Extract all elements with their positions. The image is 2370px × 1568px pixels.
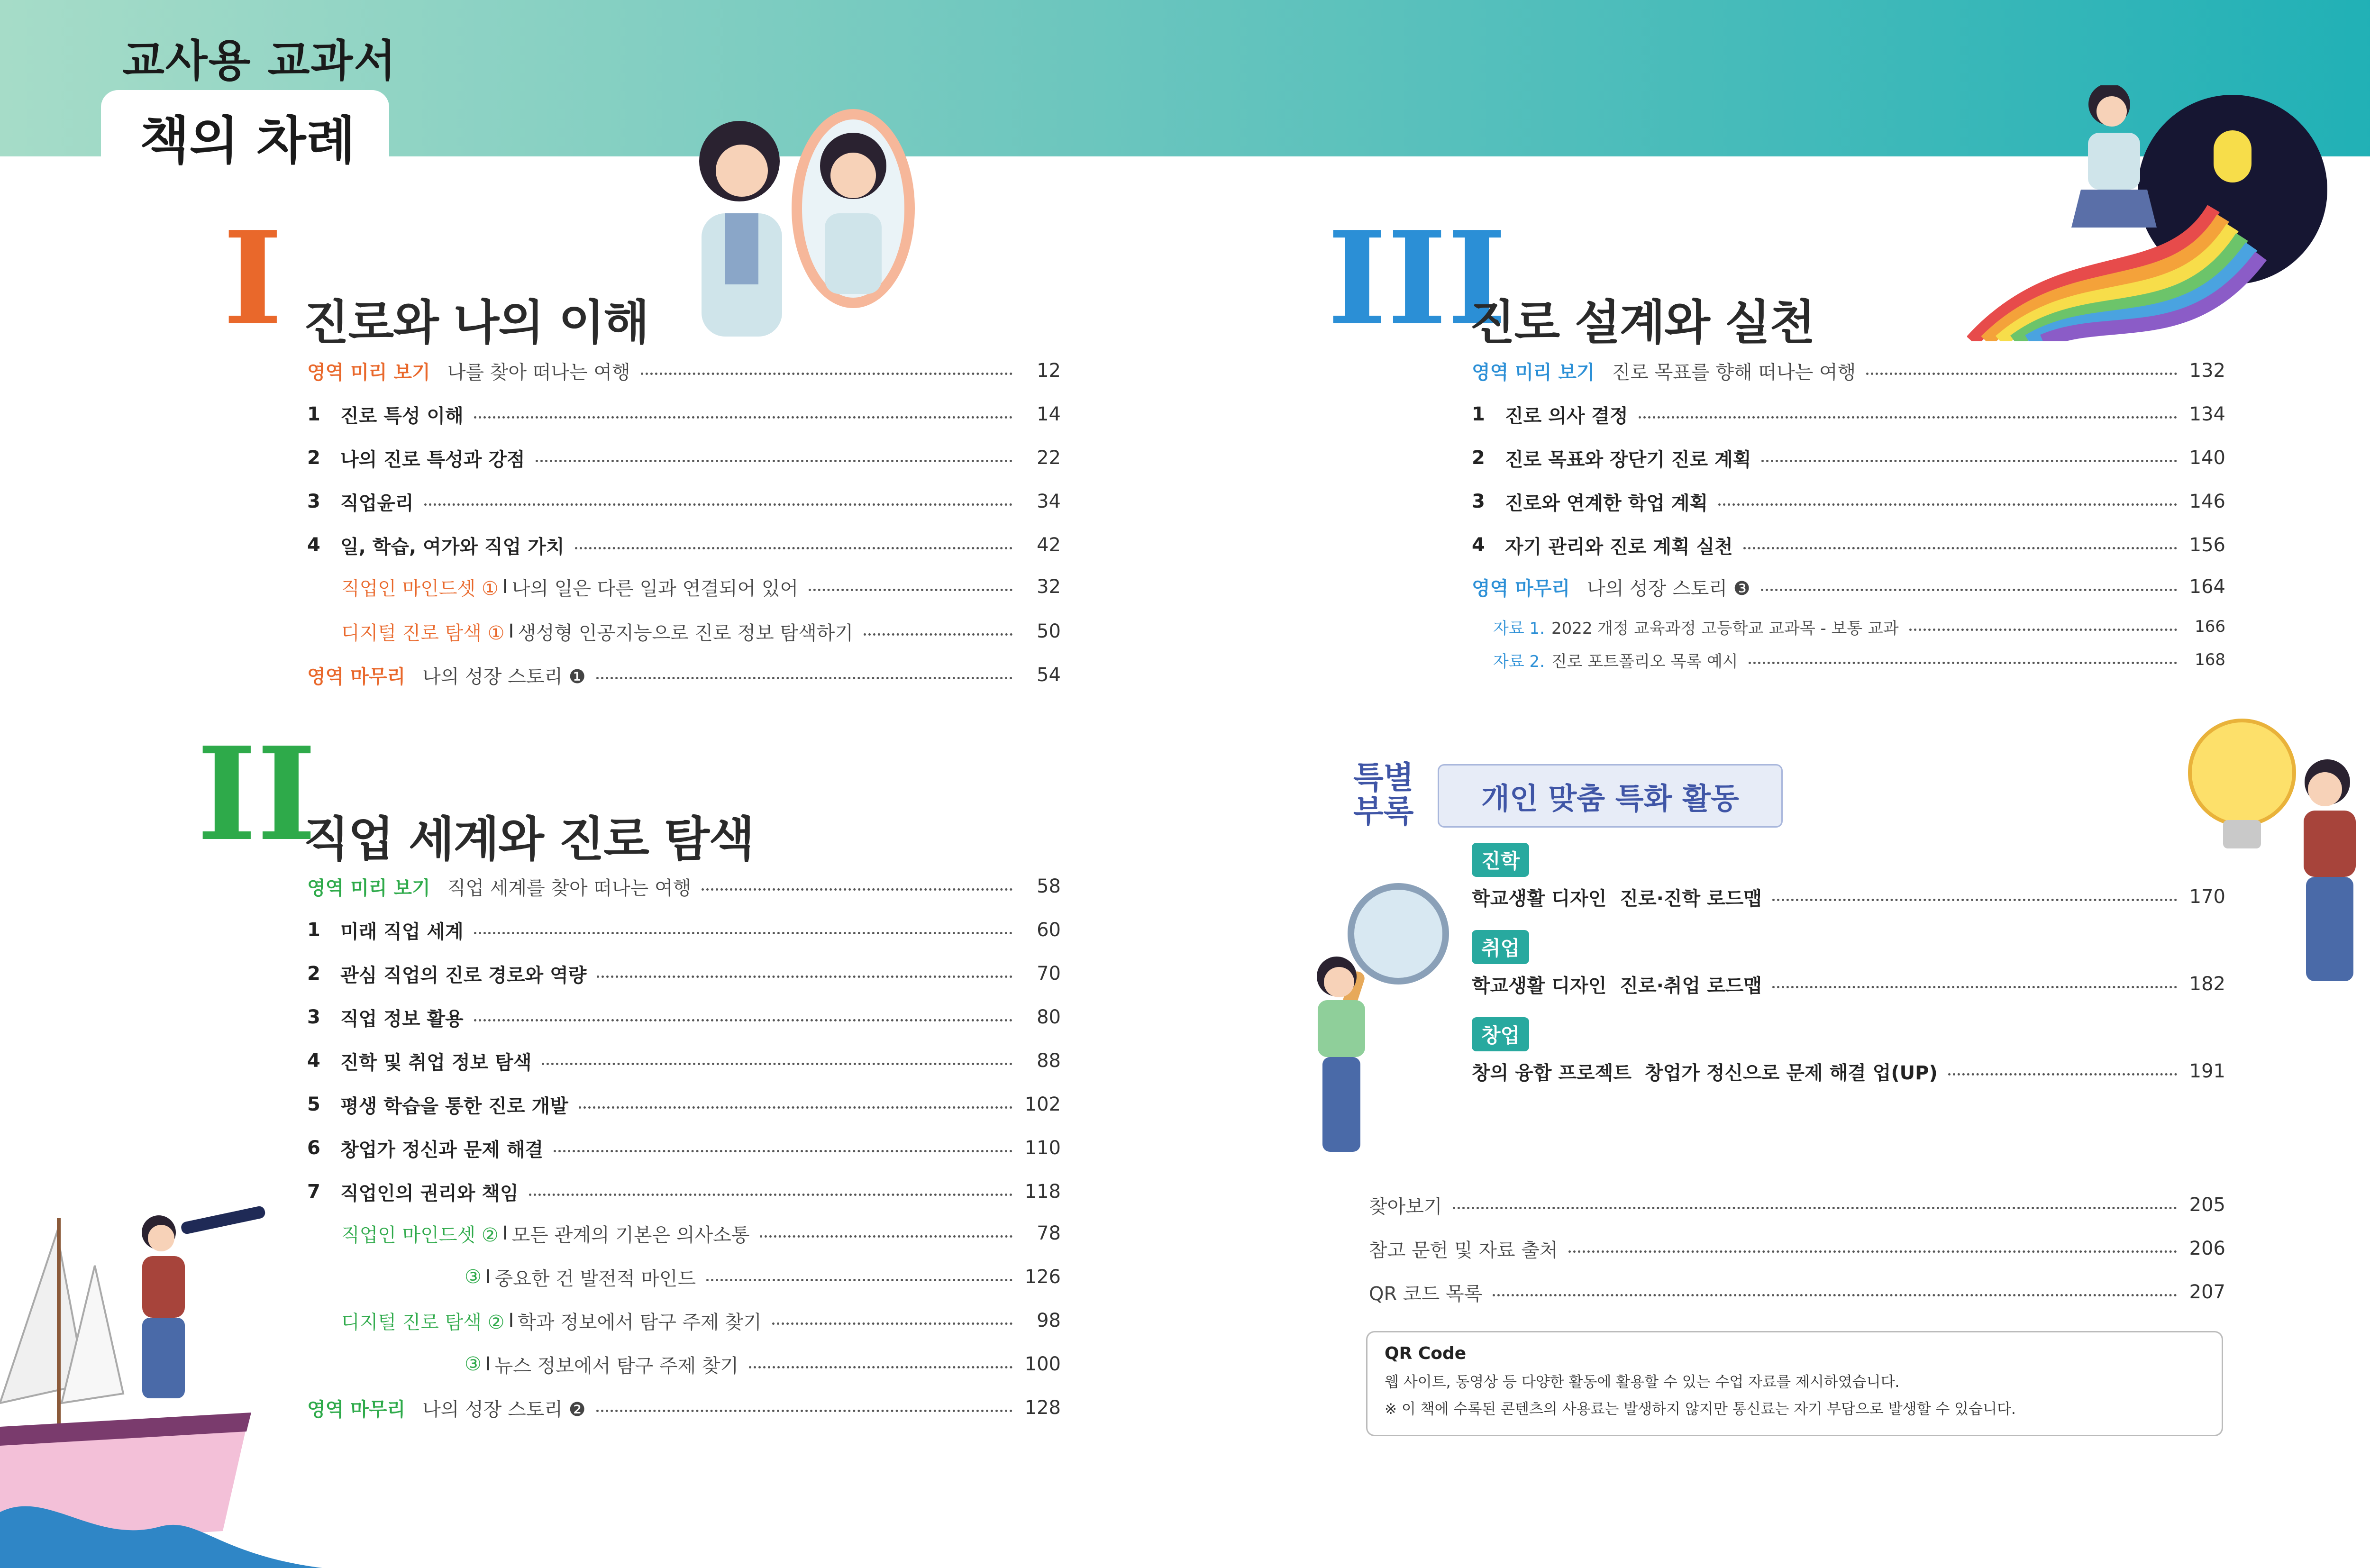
part2-numeral: II (197, 719, 317, 869)
item-number: 1 (307, 919, 320, 941)
part3-item-1[interactable] (1472, 395, 2225, 433)
part3-numeral: III (1327, 203, 1507, 354)
page-number: 100 (1024, 1353, 1061, 1375)
part2-preview-row[interactable] (307, 867, 1061, 905)
part2-mindset-row-2[interactable] (465, 1258, 1061, 1296)
page-number: 88 (1037, 1050, 1061, 1072)
item-number: 3 (307, 1006, 320, 1028)
preview-tag: 영역 미리 보기 (307, 361, 430, 383)
appendix-label: 참고 문헌 및 자료 출처 (1369, 1239, 1558, 1261)
digital-label: 생성형 인공지능으로 진로 정보 탐색하기 (518, 622, 854, 644)
leader-dots (1761, 589, 2177, 591)
page-number: 156 (2189, 534, 2225, 556)
closing-tag: 영역 마무리 (307, 1398, 406, 1421)
leader-dots (596, 1410, 1012, 1412)
entry-label: 학교생활 디자인 (1472, 975, 1607, 997)
item-number: 4 (1472, 534, 1485, 556)
page-number: 164 (2189, 576, 2225, 598)
special-appendix-label (1353, 761, 1414, 829)
part2-digital-row-1[interactable] (341, 1302, 1061, 1340)
badge-employment: 취업 (1472, 930, 1529, 964)
digital-tag: 디지털 진로 탐색 ① (341, 622, 505, 644)
page-number: 140 (2189, 447, 2225, 469)
item-number: 4 (307, 534, 320, 556)
part2-item-3[interactable] (307, 998, 1061, 1036)
badge-startup: 창업 (1472, 1017, 1529, 1051)
part3-item-4[interactable] (1472, 526, 2225, 564)
part1-digital-row[interactable] (341, 612, 1061, 650)
part3-closing-row[interactable] (1472, 568, 2225, 606)
separator: I (485, 1353, 491, 1375)
leader-dots (596, 677, 1012, 679)
page-number: 58 (1037, 875, 1061, 897)
item-label: 일, 학습, 여가와 직업 가치 (340, 536, 565, 558)
leader-dots (809, 589, 1012, 591)
part2-mindset-row-1[interactable] (341, 1214, 1061, 1252)
telescope-boy-illustration (0, 1204, 322, 1568)
page-number: 207 (2189, 1281, 2225, 1303)
part1-mindset-row[interactable] (341, 568, 1061, 606)
part1-numeral: I (223, 203, 283, 354)
item-label: 직업인의 권리와 책임 (340, 1182, 519, 1204)
item-label: 직업윤리 (340, 492, 414, 514)
page-number: 126 (1024, 1266, 1061, 1288)
page-number: 191 (2189, 1060, 2225, 1082)
item-label: 창업가 정신과 문제 해결 (340, 1139, 544, 1161)
item-label: 진로 목표와 장단기 진로 계획 (1505, 448, 1751, 471)
leader-dots (1866, 373, 2177, 375)
item-label: 진로 의사 결정 (1505, 405, 1628, 427)
mindset-tag: 직업인 마인드셋 ② (341, 1224, 499, 1246)
part2-item-7[interactable] (307, 1173, 1061, 1211)
separator: I (502, 576, 508, 598)
leader-dots (1639, 416, 2177, 419)
page-number: 118 (1024, 1181, 1061, 1203)
page-number: 32 (1037, 576, 1061, 598)
special-entry-3[interactable] (1472, 1052, 2225, 1090)
item-label: 자기 관리와 진로 계획 실천 (1505, 536, 1733, 558)
digital-tag: ③ (465, 1353, 482, 1375)
item-label: 진로와 연계한 학업 계획 (1505, 492, 1708, 514)
leader-dots (597, 975, 1012, 978)
page-number: 14 (1037, 403, 1061, 425)
entry-highlight: 창업가 정신으로 문제 해결 업(UP) (1644, 1062, 1938, 1084)
material-tag: 자료 1. (1493, 619, 1545, 638)
material-tag: 자료 2. (1493, 652, 1545, 671)
part1-item-3[interactable] (307, 483, 1061, 520)
page-number: 168 (2195, 650, 2225, 669)
leader-dots (702, 888, 1012, 891)
separator: I (485, 1266, 491, 1288)
page-number: 206 (2189, 1238, 2225, 1259)
special-label-line-2: 부록 (1353, 793, 1414, 830)
page-number: 170 (2189, 886, 2225, 908)
page-number: 12 (1037, 360, 1061, 382)
item-number: 3 (307, 491, 320, 512)
leader-dots (1749, 662, 2177, 664)
item-number: 2 (307, 447, 320, 469)
part1-closing-row[interactable] (307, 656, 1061, 694)
part3-material-row-1[interactable] (1493, 611, 2225, 642)
item-number: 3 (1472, 491, 1485, 512)
leader-dots (760, 1235, 1012, 1238)
preview-label: 직업 세계를 찾아 떠나는 여행 (447, 877, 692, 899)
page-number: 80 (1037, 1006, 1061, 1028)
page-number: 42 (1037, 534, 1061, 556)
leader-dots (474, 1019, 1012, 1021)
part2-closing-row[interactable] (307, 1389, 1061, 1427)
item-label: 관심 직업의 진로 경로와 역량 (340, 964, 587, 986)
item-label: 평생 학습을 통한 진로 개발 (340, 1095, 568, 1117)
item-number: 2 (1472, 447, 1485, 469)
preview-label: 진로 목표를 향해 떠나는 여행 (1612, 361, 1856, 383)
qr-note-line-2: ※ 이 책에 수록된 콘텐츠의 사용료는 발생하지 않지만 통신료는 자기 부담으로 발생할 수 있습니다. (1385, 1401, 2016, 1418)
part2-title: 직업 세계와 진로 탐색 (303, 811, 754, 867)
mirror-girls-illustration (673, 104, 920, 341)
leader-dots (424, 503, 1012, 506)
closing-tag: 영역 마무리 (1472, 577, 1570, 600)
item-label: 미래 직업 세계 (340, 921, 464, 943)
part2-item-6[interactable] (307, 1129, 1061, 1167)
leader-dots (706, 1279, 1012, 1281)
leader-dots (641, 373, 1012, 375)
item-number: 5 (307, 1094, 320, 1115)
page-number: 50 (1037, 620, 1061, 642)
item-number: 1 (307, 403, 320, 425)
part1-item-2[interactable] (307, 439, 1061, 477)
leader-dots (1772, 899, 2177, 901)
separator: I (508, 1310, 514, 1331)
badge-advancement: 진학 (1472, 843, 1529, 877)
item-number: 7 (307, 1181, 320, 1203)
leader-dots (1493, 1294, 2177, 1296)
leader-dots (542, 1063, 1012, 1065)
mindset-label: 모든 관계의 기본은 의사소통 (511, 1224, 750, 1246)
appendix-qr-list-row[interactable] (1369, 1273, 2225, 1311)
leader-dots (474, 416, 1012, 419)
part2-item-1[interactable] (307, 911, 1061, 949)
leader-dots (554, 1150, 1012, 1152)
page-number: 182 (2189, 973, 2225, 995)
item-label: 진로 특성 이해 (340, 405, 464, 427)
leader-dots (529, 1194, 1012, 1196)
part1-item-4[interactable] (307, 526, 1061, 564)
item-number: 4 (307, 1050, 320, 1072)
part3-material-row-2[interactable] (1493, 645, 2225, 675)
separator: I (508, 620, 514, 642)
leader-dots (864, 633, 1012, 636)
closing-tag: 영역 마무리 (307, 665, 406, 688)
item-label: 나의 진로 특성과 강점 (340, 448, 525, 471)
qr-note-title: QR Code (1385, 1344, 1467, 1363)
special-entry-1[interactable] (1472, 878, 2225, 916)
preview-label: 나를 찾아 떠나는 여행 (447, 361, 630, 383)
appendix-index-row[interactable] (1369, 1186, 2225, 1224)
page-number: 34 (1037, 491, 1061, 512)
item-label: 직업 정보 활용 (340, 1008, 464, 1030)
leader-dots (575, 547, 1013, 549)
book-type-label: 교사용 교과서 (122, 36, 397, 86)
digital-tag: 디지털 진로 탐색 ② (341, 1311, 505, 1333)
closing-label: 나의 성장 스토리 ❶ (422, 665, 586, 688)
entry-highlight: 진로·취업 로드맵 (1620, 975, 1762, 997)
page-number: 22 (1037, 447, 1061, 469)
appendix-references-row[interactable] (1369, 1230, 2225, 1267)
part2-item-2[interactable] (307, 955, 1061, 993)
leader-dots (1453, 1207, 2177, 1209)
digital-label: 뉴스 정보에서 탐구 주제 찾기 (494, 1355, 739, 1377)
leader-dots (1743, 547, 2177, 549)
page-number: 146 (2189, 491, 2225, 512)
part1-preview-row[interactable] (307, 352, 1061, 390)
material-label: 2022 개정 교육과정 고등학교 교과목 - 보통 교과 (1551, 619, 1899, 638)
leader-dots (579, 1106, 1012, 1109)
page-number: 70 (1037, 963, 1061, 985)
appendix-label: 찾아보기 (1369, 1195, 1442, 1218)
preview-tag: 영역 미리 보기 (1472, 361, 1595, 383)
qr-code-note-box (1366, 1331, 2223, 1436)
page-number: 54 (1037, 664, 1061, 686)
special-entry-2[interactable] (1472, 965, 2225, 1003)
leader-dots (536, 460, 1012, 462)
page-number: 102 (1024, 1094, 1061, 1115)
part3-preview-row[interactable] (1472, 352, 2225, 390)
appendix-label: QR 코드 목록 (1369, 1283, 1483, 1305)
leader-dots (1761, 460, 2177, 462)
part1-title: 진로와 나의 이해 (303, 295, 648, 350)
special-label-line-1: 특별 (1353, 759, 1414, 796)
mindset-tag: 직업인 마인드셋 ① (341, 577, 499, 600)
page-number: 98 (1037, 1310, 1061, 1331)
leader-dots (1909, 629, 2177, 631)
page-number: 134 (2189, 403, 2225, 425)
page-number: 60 (1037, 919, 1061, 941)
mindset-tag: ③ (465, 1266, 482, 1288)
entry-label: 학교생활 디자인 (1472, 887, 1607, 910)
leader-dots (1772, 986, 2177, 988)
leader-dots (749, 1366, 1012, 1368)
qr-note-line-1: 웹 사이트, 동영상 등 다양한 활동에 활용할 수 있는 수업 자료를 제시하였습니다. (1385, 1374, 1900, 1391)
page-number: 128 (1024, 1397, 1061, 1419)
separator: I (502, 1222, 508, 1244)
mindset-label: 나의 일은 다른 일과 연결되어 있어 (511, 577, 799, 600)
leader-dots (1568, 1250, 2177, 1253)
digital-label: 학과 정보에서 탐구 주제 찾기 (518, 1311, 762, 1333)
closing-label: 나의 성장 스토리 ❸ (1587, 577, 1750, 600)
item-label: 진학 및 취업 정보 탐색 (340, 1051, 532, 1074)
lightbulb-boy-illustration (2171, 702, 2370, 995)
part1-item-1[interactable] (307, 395, 1061, 433)
leader-dots (1948, 1073, 2177, 1076)
leader-dots (474, 932, 1012, 934)
item-number: 6 (307, 1137, 320, 1159)
item-number: 1 (1472, 403, 1485, 425)
page-number: 132 (2189, 360, 2225, 382)
entry-highlight: 진로·진학 로드맵 (1620, 887, 1762, 910)
item-number: 2 (307, 963, 320, 985)
page-number: 205 (2189, 1194, 2225, 1216)
entry-label: 창의 융합 프로젝트 (1472, 1062, 1632, 1084)
rainbow-girl-illustration (1967, 85, 2327, 341)
leader-dots (772, 1322, 1012, 1325)
page-title: 책의 차례 (140, 111, 356, 171)
part2-item-5[interactable] (307, 1085, 1061, 1123)
mindset-label: 중요한 건 발전적 마인드 (494, 1267, 696, 1290)
material-label: 진로 포트폴리오 목록 예시 (1551, 652, 1738, 671)
special-activity-title: 개인 맞춤 특화 활동 (1438, 764, 1783, 828)
page-number: 78 (1037, 1222, 1061, 1244)
part3-item-3[interactable] (1472, 483, 2225, 520)
page-number: 166 (2195, 617, 2225, 636)
part2-digital-row-2[interactable] (465, 1345, 1061, 1383)
magnifier-girl-illustration (1280, 882, 1450, 1166)
part3-title: 진로 설계와 실천 (1469, 295, 1814, 350)
leader-dots (1718, 503, 2177, 506)
closing-label: 나의 성장 스토리 ❷ (422, 1398, 586, 1421)
part2-item-4[interactable] (307, 1042, 1061, 1080)
preview-tag: 영역 미리 보기 (307, 877, 430, 899)
page-number: 110 (1024, 1137, 1061, 1159)
part3-item-2[interactable] (1472, 439, 2225, 477)
